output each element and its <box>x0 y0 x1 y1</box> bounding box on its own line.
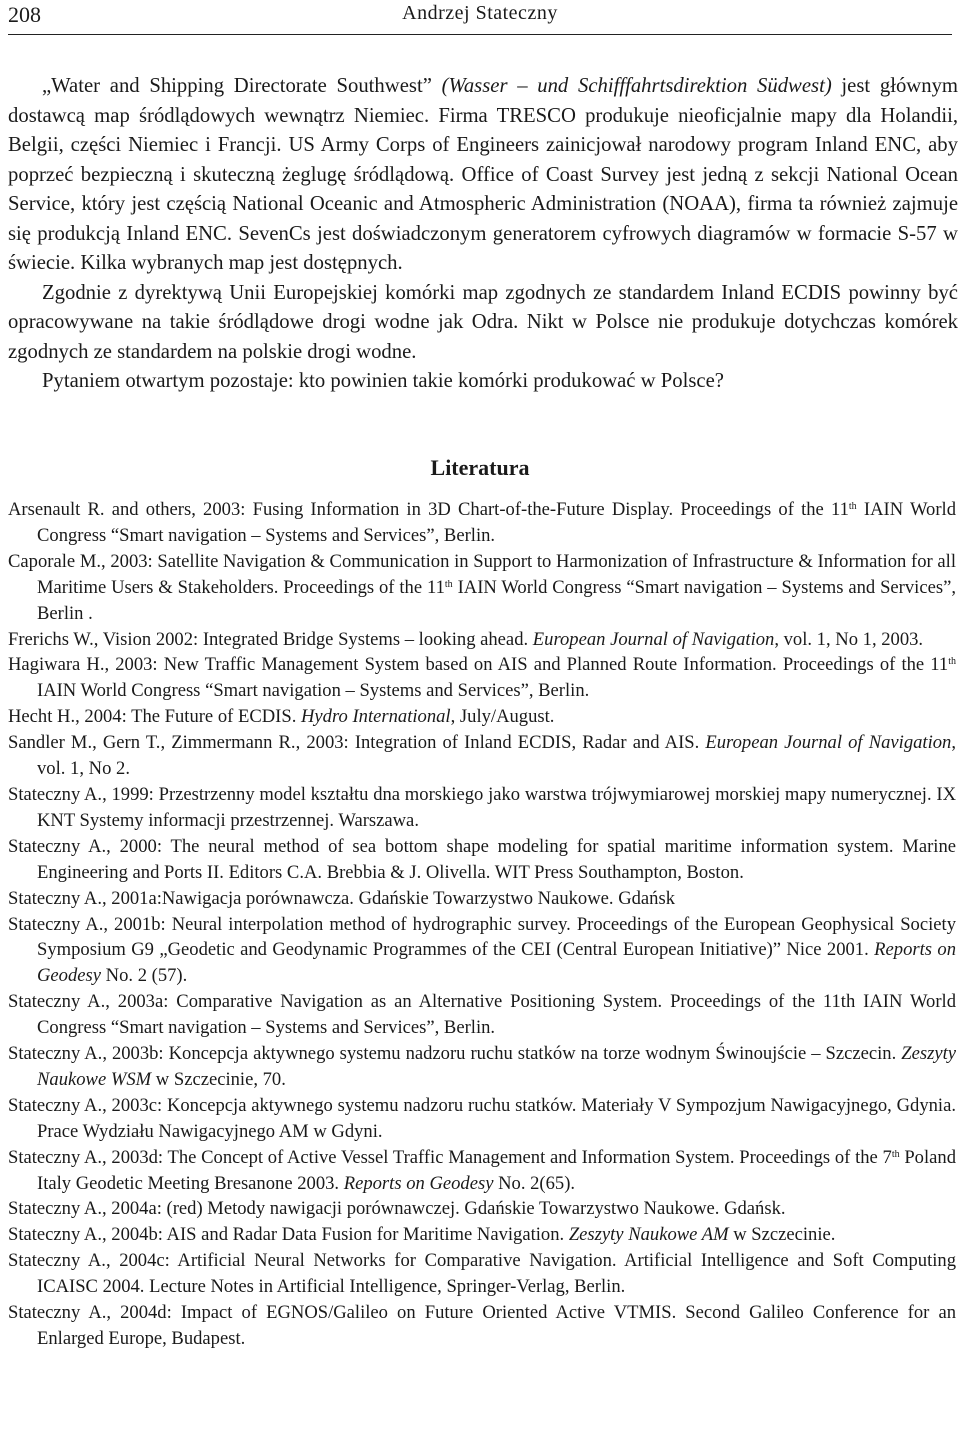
paragraph-3: Pytaniem otwartym pozostaje: kto powinien takie komórki produkować w Polsce? <box>42 370 724 392</box>
reference-text: No. 2(65). <box>493 1172 576 1194</box>
reference-hecht <box>8 704 956 730</box>
reference-stateczny-2004c: Stateczny A., 2004c: Artificial Neural Networks for Comparative Navigation. Artificial Intelligence and Soft Computing ICAISC 2004. Lecture Notes in Artificial Intelligence, Springer-Verlag, Berlin. <box>8 1250 956 1298</box>
reference-text: Sandler M., Gern T., Zimmermann R., 2003: Integration of Inland ECDIS, Radar and AIS. <box>8 732 706 754</box>
journal-title: Reports on Geodesy <box>343 1172 494 1194</box>
paragraph-1-start: „Water and Shipping Directorate Southwest” <box>42 75 442 97</box>
reference-text: IAIN World Congress “Smart navigation – Systems and Services”, Berlin. <box>37 680 590 702</box>
reference-text: Frerichs W., Vision 2002: Integrated Bridge Systems – looking ahead. <box>8 628 533 650</box>
reference-stateczny-2001b <box>8 912 956 990</box>
running-head: Andrzej Stateczny <box>402 2 558 24</box>
reference-text: , vol. 1, No 2. <box>37 732 956 780</box>
paragraph-1-rest: jest głównym dostawcą map śródlądowych wewnątrz Niemiec. Firma TRESCO produkuje nieoficjalnie mapy dla Holandii, Belgii, części Niemiec i Francji. US Army Corps of Engineers zainicjował narodowy program Inland ENC, aby poprzeć bezpieczną i skuteczną żeglugę śródlądową. Office of Coast Survey jest jedną z sekcji National Ocean Service, który jest częścią National Oceanic and Atmospheric Administration (NOAA), firma ta również zajmuje się produkcją Inland ENC. SevenCs jest doświadczonym generatorem cyfrowych diagramów w formacie S-57 w świecie. Kilka wybranych map jest dostępnych. <box>8 75 959 274</box>
reference-text: , July/August. <box>450 706 555 728</box>
reference-text: Stateczny A., 2003d: The Concept of Active Vessel Traffic Management and Information System. Proceedings of the 7 <box>8 1146 892 1168</box>
reference-stateczny-2001a: Stateczny A., 2001a:Nawigacja porównawcza. Gdańskie Towarzystwo Naukowe. Gdańsk <box>8 887 676 909</box>
reference-stateczny-2003c: Stateczny A., 2003c: Koncepcja aktywnego systemu nadzoru ruchu statków. Materiały V Sympozjum Nawigacyjnego, Gdynia. Prace Wydziału Nawigacyjnego AM w Gdyni. <box>8 1094 956 1142</box>
reference-stateczny-2003a: Stateczny A., 2003a: Comparative Navigation as an Alternative Positioning System. Proceedings of the 11th IAIN World Congress “Smart navigation – Systems and Services”, Berlin. <box>8 991 956 1039</box>
reference-stateczny-2004d: Stateczny A., 2004d: Impact of EGNOS/Galileo on Future Oriented Active VTMIS. Second Galileo Conference for an Enlarged Europe, Budapest. <box>8 1302 956 1349</box>
reference-list <box>8 497 956 1352</box>
reference-text: Caporale M., 2003: Satellite Navigation & Communication in Support to Harmonization of Infrastructure & Information for all Maritime Users & Stakeholders. Proceedings of the 11 <box>8 550 956 598</box>
reference-stateczny-2003d <box>8 1145 956 1197</box>
reference-text: Arsenault R. and others, 2003: Fusing Information in 3D Chart-of-the-Future Display. Proceedings of the 11 <box>8 499 849 520</box>
reference-arsenault <box>8 497 956 549</box>
reference-text: w Szczecinie, 70. <box>151 1068 286 1090</box>
superscript: th <box>848 501 857 512</box>
journal-title: Reports on Geodesy <box>37 939 956 987</box>
section-heading: Literatura <box>430 455 530 480</box>
journal-title: Zeszyty Naukowe WSM <box>37 1043 956 1090</box>
reference-stateczny-1999: Stateczny A., 1999: Przestrzenny model kształtu dna morskiego jako warstwa trójwymiarowej morskiej mapy numerycznej. IX KNT Systemy informacji przestrzennej. Warszawa. <box>8 783 956 831</box>
reference-text: Poland Italy Geodetic Meeting Bresanone 2003. <box>37 1146 956 1194</box>
body-text <box>8 72 958 397</box>
reference-text: , vol. 1, No 1, 2003. <box>774 628 924 650</box>
paragraph-2: Zgodnie z dyrektywą Unii Europejskiej komórki map zgodnych ze standardem Inland ECDIS powinny być opracowywane na takie śródlądowe drogi wodne jak Odra. Nikt w Polsce nie produkuje dotychczas komórek zgodnych ze standardem na polskie drogi wodne. <box>8 281 958 363</box>
journal-title: European Journal of Navigation <box>705 732 952 754</box>
paragraph-1-german-name: (Wasser – und Schifffahrtsdirektion Südwest) <box>441 75 832 97</box>
reference-stateczny-2000: Stateczny A., 2000: The neural method of sea bottom shape modeling for spatial maritime information system. Marine Engineering and Ports II. Editors C.A. Brebbia & J. Olivella. WIT Press Southampton, Boston. <box>8 835 956 883</box>
reference-stateczny-2004a: Stateczny A., 2004a: (red) Metody nawigacji porównawczej. Gdańskie Towarzystwo Naukowe. Gdańsk. <box>8 1198 786 1220</box>
reference-text: IAIN World Congress “Smart navigation – Systems and Services”, Berlin. <box>37 499 956 546</box>
reference-frerichs <box>8 627 956 653</box>
reference-text: Stateczny A., 2001b: Neural interpolation method of hydrographic survey. Proceedings of the European Geophysical Society Symposium G9 „Geodetic and Geodynamic Programmes of the CEI (Central European Initiative)” Nice 2001. <box>8 913 956 961</box>
reference-hagiwara <box>8 652 956 704</box>
reference-stateczny-2003b <box>8 1041 956 1093</box>
reference-text: No. 2 (57). <box>101 965 188 987</box>
reference-text: Stateczny A., 2004b: AIS and Radar Data Fusion for Maritime Navigation. <box>8 1224 569 1246</box>
reference-sandler <box>8 730 956 782</box>
paragraph-1 <box>8 72 958 279</box>
page-number: 208 <box>8 2 41 27</box>
superscript: th <box>948 656 956 668</box>
reference-text: Hecht H., 2004: The Future of ECDIS. <box>8 706 301 728</box>
reference-caporale <box>8 549 956 627</box>
reference-text: Hagiwara H., 2003: New Traffic Management System based on AIS and Planned Route Information. Proceedings of the 11 <box>8 654 949 676</box>
reference-text: Stateczny A., 2003b: Koncepcja aktywnego systemu nadzoru ruchu statków na torze wodnym Świnoujście – Szczecin. <box>8 1043 902 1065</box>
journal-title: European Journal of Navigation <box>532 628 775 650</box>
superscript: th <box>891 1148 900 1160</box>
page-header <box>8 0 952 35</box>
journal-title: Hydro International <box>301 706 451 728</box>
reference-text: w Szczecinie. <box>728 1224 836 1246</box>
journal-title: Zeszyty Naukowe AM <box>568 1224 729 1246</box>
reference-stateczny-2004b <box>8 1222 956 1248</box>
reference-text: IAIN World Congress “Smart navigation – Systems and Services”, Berlin . <box>37 576 956 624</box>
superscript: th <box>444 578 453 590</box>
